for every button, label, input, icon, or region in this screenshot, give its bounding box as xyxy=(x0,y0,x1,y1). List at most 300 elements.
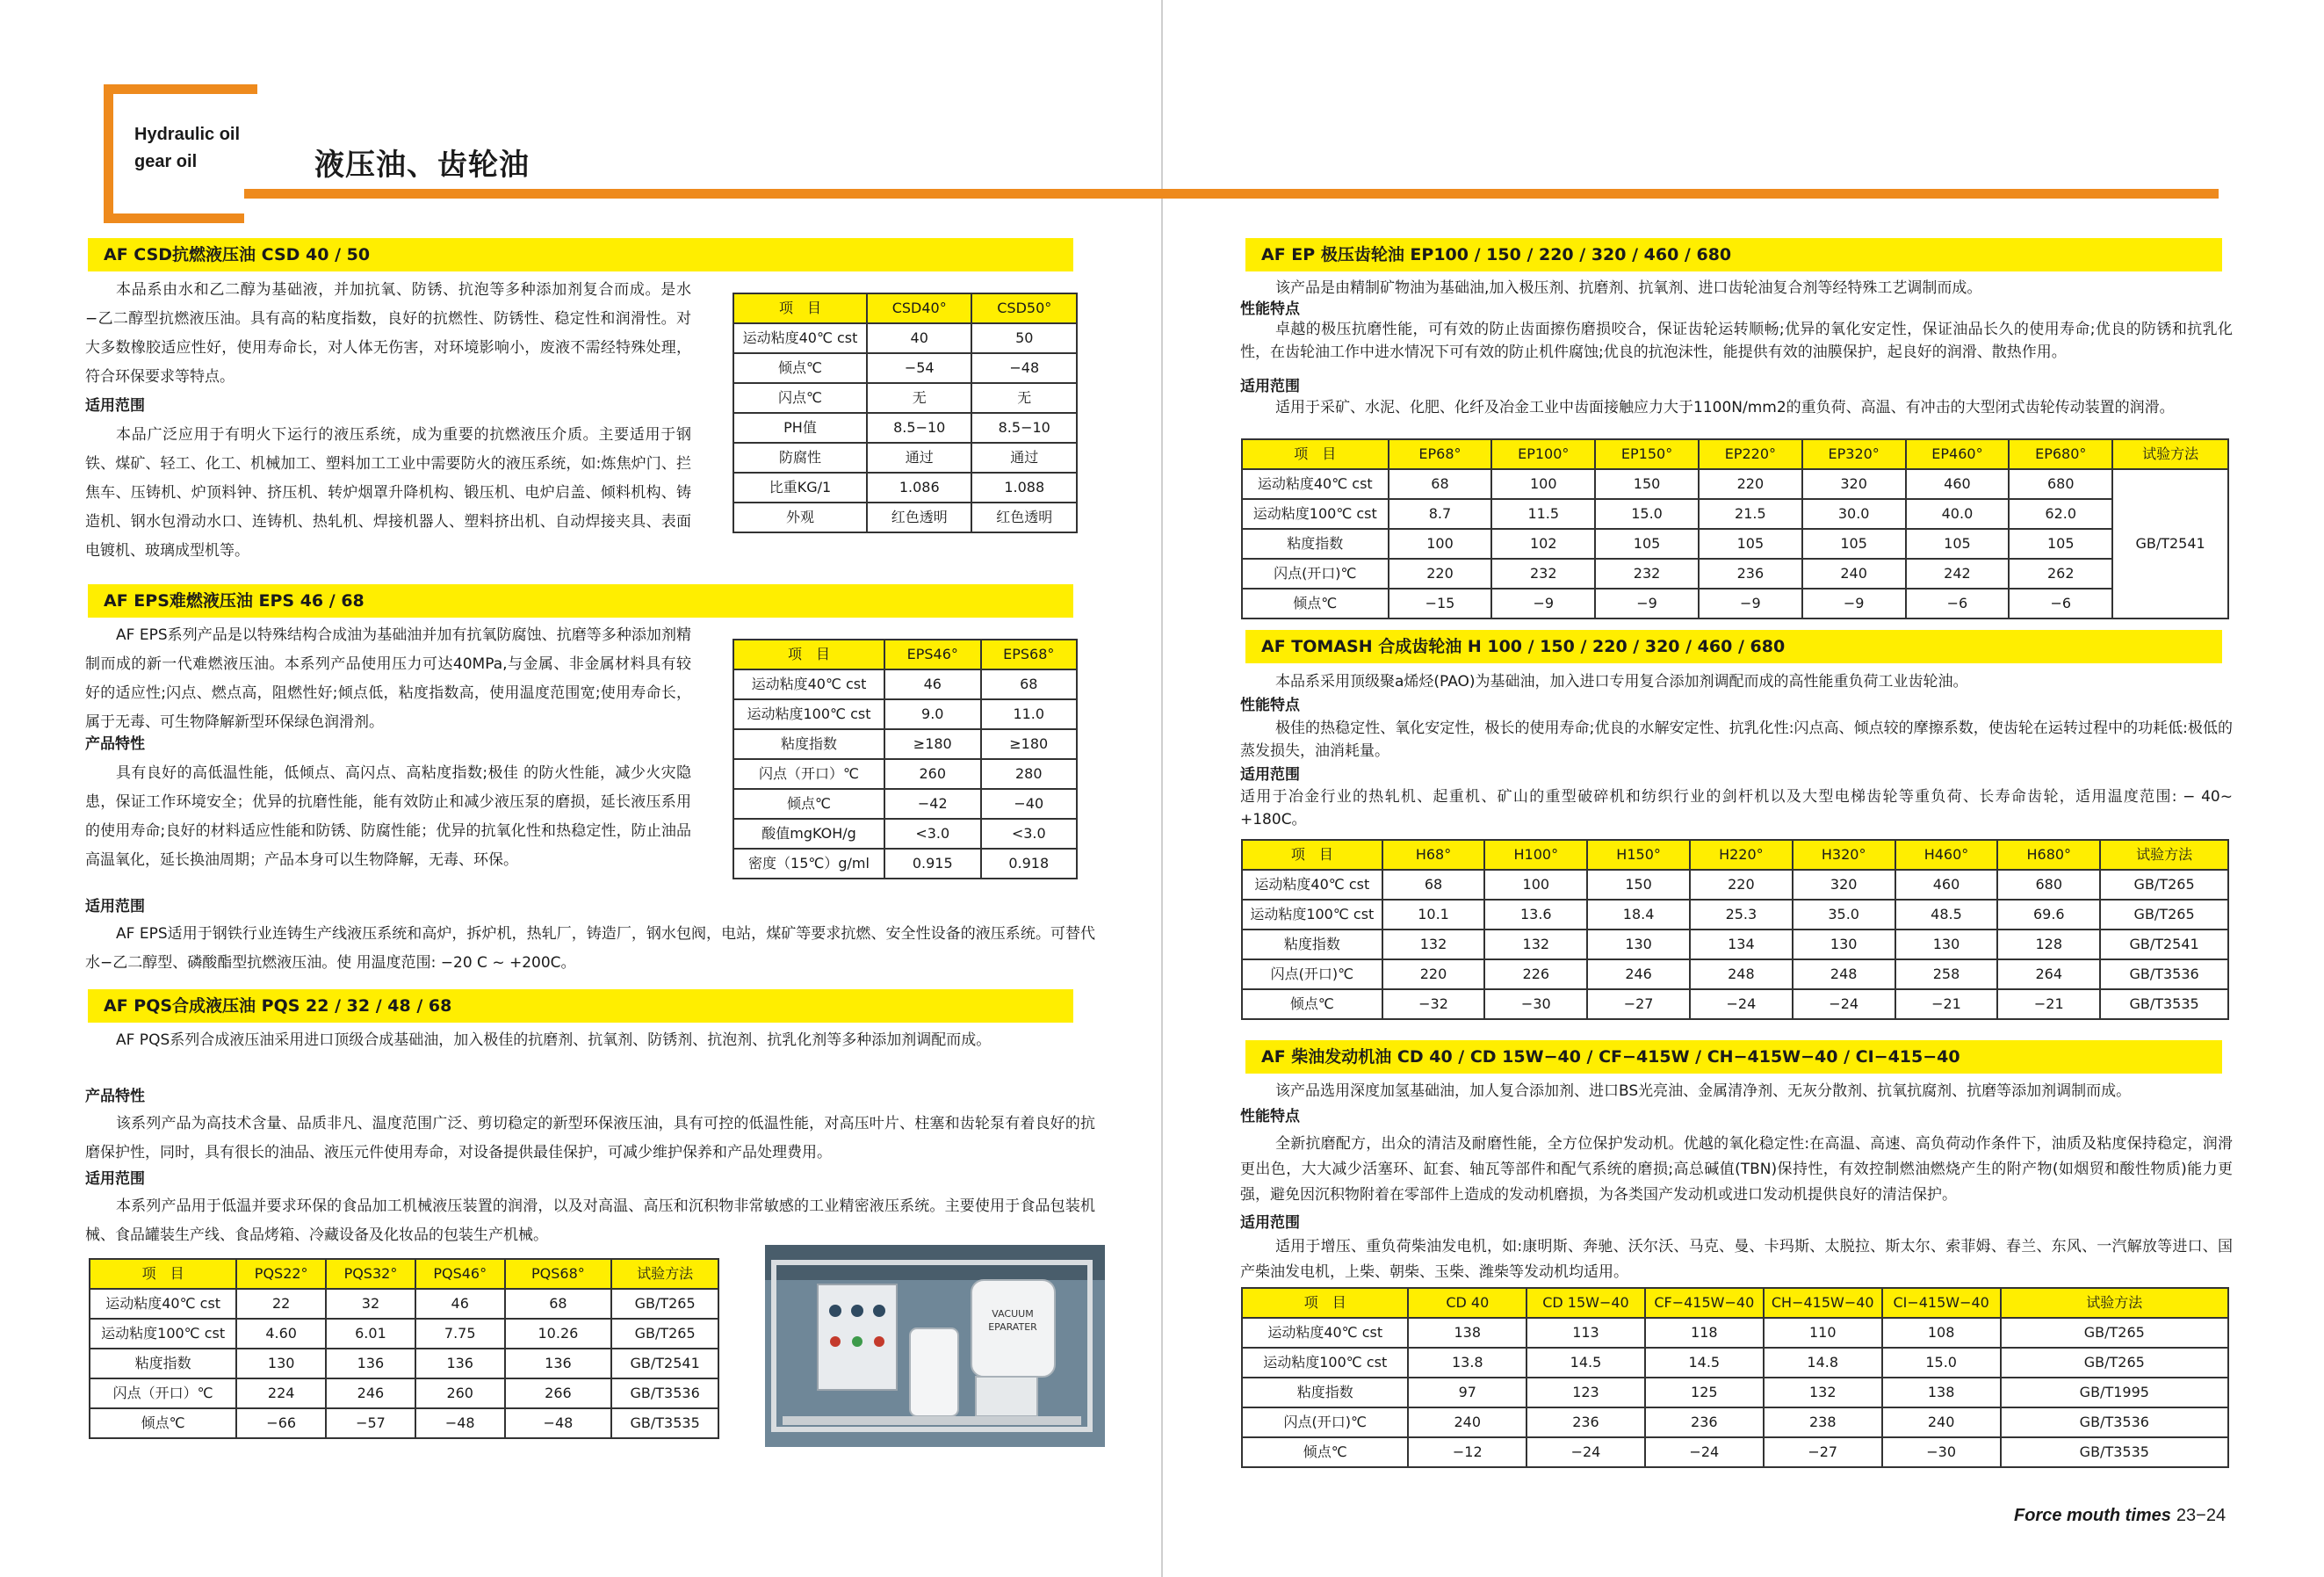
table-cell: 红色透明 xyxy=(971,503,1077,532)
table-header-cell: 试验方法 xyxy=(2100,840,2228,870)
table-cell: GB/T265 xyxy=(2100,900,2228,930)
table-cell: 238 xyxy=(1764,1407,1882,1437)
table-header-cell: CF−415W−40 xyxy=(1645,1288,1764,1318)
table-cell: 46 xyxy=(415,1289,505,1319)
table-cell: 220 xyxy=(1699,469,1802,499)
table-cell: 69.6 xyxy=(1997,900,2100,930)
tomash-feature-heading: 性能特点 xyxy=(1240,697,1300,714)
table-row xyxy=(1242,1407,2228,1437)
table-cell: 0.918 xyxy=(981,849,1078,879)
table-cell: −48 xyxy=(415,1408,505,1438)
table-cell: GB/T1995 xyxy=(2001,1378,2228,1407)
test-method-cell: GB/T2541 xyxy=(2112,469,2228,619)
table-cell: 110 xyxy=(1764,1318,1882,1348)
table-cell: 68 xyxy=(981,669,1078,699)
table-header-row xyxy=(1242,840,2228,870)
table-header-cell: PQS68° xyxy=(505,1259,612,1289)
table-cell: 运动粘度40℃ cst xyxy=(733,323,867,353)
table-cell: 运动粘度40℃ cst xyxy=(1242,870,1382,900)
pqs-section-bar: AF PQS合成液压油 PQS 22 / 32 / 48 / 68 xyxy=(88,989,1073,1023)
table-header-cell: H150° xyxy=(1587,840,1690,870)
table-cell: 260 xyxy=(884,759,980,789)
table-cell: 无 xyxy=(971,383,1077,413)
table-row xyxy=(1242,499,2228,529)
diesel-feature: 全新抗磨配方，出众的清洁及耐磨性能，全方位保护发动机。优越的氧化稳定性:在高温、高速、高负荷动作条件下，油质及粘度保持稳定，润滑更出色，大大减少活塞环、缸套、轴瓦等部件和配气系统的磨损;高总碱值(TBN)保持性，有效控制燃油燃烧产生的附产物(如烟贸和酸性物质)能力更强，避免因沉积物附着在零部件上造成的发动机磨损，为各类国产发动机或进口发动机提供良好的清洁保护。 xyxy=(1240,1135,2233,1204)
table-cell: −24 xyxy=(1526,1437,1645,1467)
table-row xyxy=(733,729,1077,759)
table-cell: 260 xyxy=(415,1378,505,1408)
table-cell: 236 xyxy=(1526,1407,1645,1437)
table-header-cell: CSD40° xyxy=(867,293,972,323)
table-cell: 262 xyxy=(2009,559,2112,589)
table-row xyxy=(1242,589,2228,619)
table-cell: 密度（15℃）g/ml xyxy=(733,849,884,879)
table-header-cell: H220° xyxy=(1690,840,1793,870)
table-cell: 224 xyxy=(236,1378,326,1408)
table-cell: GB/T265 xyxy=(2100,870,2228,900)
table-row xyxy=(90,1319,718,1349)
table-cell: −30 xyxy=(1882,1437,2001,1467)
table-cell: 130 xyxy=(1895,930,1998,959)
table-cell: 220 xyxy=(1690,870,1793,900)
table-cell: −30 xyxy=(1484,989,1587,1019)
table-cell: 1.088 xyxy=(971,473,1077,503)
csd-scope-heading: 适用范围 xyxy=(85,397,145,415)
table-cell: GB/T3535 xyxy=(2100,989,2228,1019)
table-cell: 14.5 xyxy=(1645,1348,1764,1378)
table-row xyxy=(1242,529,2228,559)
table-cell: 8.5−10 xyxy=(867,413,972,443)
table-cell: 闪点(开口)℃ xyxy=(1242,1407,1408,1437)
table-row xyxy=(1242,900,2228,930)
eps-intro: AF EPS系列产品是以特殊结构合成油为基础油并加有抗氧防腐蚀、抗磨等多种添加剂精制而成的新一代难燃液压油。本系列产品使用压力可达40MPa,与金属、非金属材料具有较好的适应性;闪点、燃点高，阻燃性好;倾点低，粘度指数高，使用温度范围宽;使用寿命长，属于无毒、可生物降解新型环保绿色润滑剂。 xyxy=(85,626,691,731)
table-cell: 8.7 xyxy=(1389,499,1492,529)
table-cell: GB/T3536 xyxy=(611,1378,718,1408)
table-cell: −9 xyxy=(1595,589,1699,619)
tomash-scope-heading: 适用范围 xyxy=(1240,766,1300,784)
english-title-line1: Hydraulic oil xyxy=(134,125,241,144)
pqs-scope-heading: 适用范围 xyxy=(85,1170,145,1188)
table-cell: 105 xyxy=(1802,529,1906,559)
table-cell: GB/T3535 xyxy=(2001,1437,2228,1467)
table-cell: 130 xyxy=(1793,930,1895,959)
table-cell: 18.4 xyxy=(1587,900,1690,930)
table-cell: 闪点(开口)℃ xyxy=(1242,959,1382,989)
table-header-cell: EP220° xyxy=(1699,439,1802,469)
table-cell: 运动粘度40℃ cst xyxy=(1242,1318,1408,1348)
table-cell: 68 xyxy=(505,1289,612,1319)
english-title-line2: gear oil xyxy=(134,152,198,171)
table-cell: 50 xyxy=(971,323,1077,353)
table-cell: 236 xyxy=(1645,1407,1764,1437)
table-header-cell: PQS46° xyxy=(415,1259,505,1289)
csd-section-bar: AF CSD抗燃液压油 CSD 40 / 50 xyxy=(88,238,1073,271)
table-cell: 运动粘度100℃ cst xyxy=(733,699,884,729)
eps-scope-heading: 适用范围 xyxy=(85,898,145,915)
table-cell: −21 xyxy=(1895,989,1998,1019)
eps-spec-table xyxy=(733,639,1078,879)
table-cell: 62.0 xyxy=(2009,499,2112,529)
title-bracket-left xyxy=(104,84,113,223)
table-row xyxy=(733,759,1077,789)
table-header-cell: 项 目 xyxy=(90,1259,236,1289)
table-cell: GB/T3535 xyxy=(611,1408,718,1438)
table-cell: 粘度指数 xyxy=(1242,1378,1408,1407)
table-header-row xyxy=(1242,439,2228,469)
table-cell: 闪点(开口)℃ xyxy=(1242,559,1389,589)
ep-scope-heading: 适用范围 xyxy=(1240,378,1300,395)
ep-spec-table xyxy=(1241,438,2229,619)
table-cell: GB/T265 xyxy=(611,1319,718,1349)
table-header-cell: H460° xyxy=(1895,840,1998,870)
table-cell: 7.75 xyxy=(415,1319,505,1349)
table-cell: 通过 xyxy=(867,443,972,473)
table-header-cell: 试验方法 xyxy=(2001,1288,2228,1318)
table-cell: GB/T3536 xyxy=(2100,959,2228,989)
table-row xyxy=(90,1378,718,1408)
table-cell: −32 xyxy=(1382,989,1485,1019)
table-cell: 10.26 xyxy=(505,1319,612,1349)
table-cell: GB/T2541 xyxy=(2100,930,2228,959)
table-row xyxy=(1242,1378,2228,1407)
table-row xyxy=(733,669,1077,699)
table-header-cell: EP150° xyxy=(1595,439,1699,469)
table-cell: 460 xyxy=(1906,469,2010,499)
table-row xyxy=(733,383,1077,413)
table-header-cell: 试验方法 xyxy=(611,1259,718,1289)
table-header-cell: CD 15W−40 xyxy=(1526,1288,1645,1318)
table-header-cell: EPS46° xyxy=(884,640,980,669)
table-cell: 11.5 xyxy=(1491,499,1595,529)
chinese-title: 液压油、齿轮油 xyxy=(314,148,530,183)
diesel-section-bar: AF 柴油发动机油 CD 40 / CD 15W−40 / CF−415W / CH−415W−40 / CI−415−40 xyxy=(1245,1040,2222,1074)
table-cell: 6.01 xyxy=(326,1319,415,1349)
table-cell: 倾点℃ xyxy=(90,1408,236,1438)
table-cell: PH值 xyxy=(733,413,867,443)
title-rule xyxy=(244,189,2219,199)
table-cell: 105 xyxy=(1699,529,1802,559)
table-cell: 倾点℃ xyxy=(733,353,867,383)
table-cell: 248 xyxy=(1793,959,1895,989)
table-cell: 运动粘度100℃ cst xyxy=(1242,499,1389,529)
table-cell: GB/T3536 xyxy=(2001,1407,2228,1437)
table-cell: 外观 xyxy=(733,503,867,532)
diesel-intro: 该产品选用深度加氢基础油，加人复合添加剂、进口BS光亮油、金属清净剂、无灰分散剂、抗氧抗腐剂、抗磨等添加剂调制而成。 xyxy=(1275,1082,2132,1100)
table-cell: 倾点℃ xyxy=(1242,1437,1408,1467)
table-cell: 红色透明 xyxy=(867,503,972,532)
table-cell: 232 xyxy=(1491,559,1595,589)
table-cell: 10.1 xyxy=(1382,900,1485,930)
table-cell: 1.086 xyxy=(867,473,972,503)
table-cell: 13.6 xyxy=(1484,900,1587,930)
table-cell: 比重KG/1 xyxy=(733,473,867,503)
table-cell: 4.60 xyxy=(236,1319,326,1349)
table-cell: 246 xyxy=(326,1378,415,1408)
table-cell: 240 xyxy=(1802,559,1906,589)
table-cell: 123 xyxy=(1526,1378,1645,1407)
table-cell: 240 xyxy=(1408,1407,1526,1437)
table-cell: −9 xyxy=(1491,589,1595,619)
table-header-cell: 项 目 xyxy=(1242,439,1389,469)
table-cell: 闪点（开口）℃ xyxy=(733,759,884,789)
table-row xyxy=(733,819,1077,849)
table-cell: 倾点℃ xyxy=(1242,989,1382,1019)
table-cell: 320 xyxy=(1802,469,1906,499)
table-cell: 132 xyxy=(1484,930,1587,959)
table-cell: 酸值mgKOH/g xyxy=(733,819,884,849)
csd-spec-table xyxy=(733,293,1078,533)
pqs-feature: 该系列产品为高技术含量、品质非凡、温度范围广泛、剪切稳定的新型环保液压油，具有可控的低温性能，对高压叶片、柱塞和齿轮泵有着良好的抗磨保护性，同时，具有很长的油品、液压元件使用寿命，对设备提供最佳保护，可减少维护保养和产品处理费用。 xyxy=(85,1115,1095,1161)
table-header-cell: 项 目 xyxy=(1242,1288,1408,1318)
table-header-row xyxy=(733,293,1077,323)
table-cell: 倾点℃ xyxy=(733,789,884,819)
table-cell: 280 xyxy=(981,759,1078,789)
table-cell: ≥180 xyxy=(884,729,980,759)
table-cell: 132 xyxy=(1764,1378,1882,1407)
vacuum-separator-illustration xyxy=(765,1245,1105,1447)
table-cell: 0.915 xyxy=(884,849,980,879)
table-row xyxy=(1242,469,2228,499)
table-row xyxy=(1242,930,2228,959)
table-cell: 136 xyxy=(505,1349,612,1378)
table-cell: 30.0 xyxy=(1802,499,1906,529)
tomash-scope: 适用于冶金行业的热轧机、起重机、矿山的重型破碎机和纺织行业的剑杆机以及大型电梯齿轮等重负荷、长寿命齿轮，适用温度范围: − 40~ +180C。 xyxy=(1240,788,2233,828)
table-cell: −27 xyxy=(1587,989,1690,1019)
table-cell: 232 xyxy=(1595,559,1699,589)
table-cell: 680 xyxy=(1997,870,2100,900)
table-cell: 150 xyxy=(1587,870,1690,900)
pqs-scope: 本系列产品用于低温并要求环保的食品加工机械液压装置的润滑，以及对高温、高压和沉积物非常敏感的工业精密液压系统。主要使用于食品包装机械、食品罐装生产线、食品烤箱、冷藏设备及化妆品的包装生产机械。 xyxy=(85,1197,1095,1244)
diesel-spec-table xyxy=(1241,1287,2229,1468)
table-cell: 运动粘度40℃ cst xyxy=(733,669,884,699)
table-header-cell: H320° xyxy=(1793,840,1895,870)
table-cell: 118 xyxy=(1645,1318,1764,1348)
table-cell: 108 xyxy=(1882,1318,2001,1348)
table-cell: 粘度指数 xyxy=(90,1349,236,1378)
table-cell: 15.0 xyxy=(1882,1348,2001,1378)
table-cell: −66 xyxy=(236,1408,326,1438)
table-header-cell: CD 40 xyxy=(1408,1288,1526,1318)
table-cell: −24 xyxy=(1645,1437,1764,1467)
table-row xyxy=(733,443,1077,473)
table-row xyxy=(90,1349,718,1378)
table-row xyxy=(733,413,1077,443)
table-cell: GB/T265 xyxy=(2001,1318,2228,1348)
ep-feature-heading: 性能特点 xyxy=(1240,300,1300,318)
table-cell: 9.0 xyxy=(884,699,980,729)
table-cell: 138 xyxy=(1882,1378,2001,1407)
table-cell: 15.0 xyxy=(1595,499,1699,529)
table-cell: 266 xyxy=(505,1378,612,1408)
table-cell: −15 xyxy=(1389,589,1492,619)
table-header-cell: PQS22° xyxy=(236,1259,326,1289)
table-cell: 100 xyxy=(1484,870,1587,900)
table-cell: 220 xyxy=(1382,959,1485,989)
tomash-section-bar: AF TOMASH 合成齿轮油 H 100 / 150 / 220 / 320 / 460 / 680 xyxy=(1245,630,2222,663)
photo-label-separator: EPARATER xyxy=(988,1321,1037,1333)
table-cell: −48 xyxy=(971,353,1077,383)
table-cell: −9 xyxy=(1802,589,1906,619)
table-cell: 128 xyxy=(1997,930,2100,959)
table-header-cell: CH−415W−40 xyxy=(1764,1288,1882,1318)
table-cell: GB/T2541 xyxy=(611,1349,718,1378)
table-cell: 运动粘度100℃ cst xyxy=(1242,900,1382,930)
table-cell: 14.8 xyxy=(1764,1348,1882,1378)
table-cell: 68 xyxy=(1389,469,1492,499)
table-row xyxy=(1242,959,2228,989)
table-cell: −12 xyxy=(1408,1437,1526,1467)
table-cell: −9 xyxy=(1699,589,1802,619)
table-cell: 通过 xyxy=(971,443,1077,473)
table-cell: 100 xyxy=(1491,469,1595,499)
table-header-cell: 项 目 xyxy=(733,293,867,323)
table-cell: −27 xyxy=(1764,1437,1882,1467)
table-cell: −57 xyxy=(326,1408,415,1438)
table-header-cell: CSD50° xyxy=(971,293,1077,323)
table-cell: GB/T265 xyxy=(2001,1348,2228,1378)
table-cell: 246 xyxy=(1587,959,1690,989)
table-header-cell: EP68° xyxy=(1389,439,1492,469)
table-cell: 13.8 xyxy=(1408,1348,1526,1378)
table-row xyxy=(733,503,1077,532)
table-cell: 113 xyxy=(1526,1318,1645,1348)
table-cell: 264 xyxy=(1997,959,2100,989)
ep-section-bar: AF EP 极压齿轮油 EP100 / 150 / 220 / 320 / 460 / 680 xyxy=(1245,238,2222,271)
table-cell: 97 xyxy=(1408,1378,1526,1407)
english-title xyxy=(134,121,240,176)
table-header-cell: H680° xyxy=(1997,840,2100,870)
table-header-cell: EP680° xyxy=(2009,439,2112,469)
table-cell: 320 xyxy=(1793,870,1895,900)
ep-scope: 适用于采矿、水泥、化肥、化纤及冶金工业中齿面接触应力大于1100N/mm2的重负荷、高温、有冲击的大型闭式齿轮传动装置的润滑。 xyxy=(1275,399,2175,416)
table-cell: 220 xyxy=(1389,559,1492,589)
table-cell: 680 xyxy=(2009,469,2112,499)
table-cell: 运动粘度40℃ cst xyxy=(1242,469,1389,499)
table-cell: 25.3 xyxy=(1690,900,1793,930)
table-cell: 粘度指数 xyxy=(1242,930,1382,959)
table-cell: 11.0 xyxy=(981,699,1078,729)
pqs-spec-table xyxy=(89,1258,719,1439)
table-cell: 粘度指数 xyxy=(1242,529,1389,559)
table-row xyxy=(1242,989,2228,1019)
eps-scope: AF EPS适用于钢铁行业连铸生产线液压系统和高炉，拆炉机，热轧厂，铸造厂，钢水包阀，电站，煤矿等要求抗燃、安全性设备的液压系统。可替代水−乙二醇型、磷酸酯型抗燃液压油。使 用温度范围: −20 C ~ +200C。 xyxy=(85,925,1095,972)
table-cell: 40.0 xyxy=(1906,499,2010,529)
table-cell: 105 xyxy=(1595,529,1699,559)
table-row xyxy=(733,473,1077,503)
table-cell: 46 xyxy=(884,669,980,699)
table-header-cell: 项 目 xyxy=(1242,840,1382,870)
footer-brand: Force mouth times xyxy=(2014,1506,2171,1525)
tomash-intro: 本品系采用顶级聚a烯烃(PAO)为基础油，加入进口专用复合添加剂调配而成的高性能重负荷工业齿轮油。 xyxy=(1275,673,1968,691)
table-cell: −48 xyxy=(505,1408,612,1438)
table-cell: −54 xyxy=(867,353,972,383)
table-cell: 35.0 xyxy=(1793,900,1895,930)
table-cell: 134 xyxy=(1690,930,1793,959)
tomash-spec-table xyxy=(1241,839,2229,1020)
eps-section-bar: AF EPS难燃液压油 EPS 46 / 68 xyxy=(88,584,1073,618)
pqs-feature-heading: 产品特性 xyxy=(85,1088,145,1105)
table-header-row xyxy=(1242,1288,2228,1318)
table-header-cell: EP100° xyxy=(1491,439,1595,469)
table-cell: 138 xyxy=(1408,1318,1526,1348)
title-bracket-bottom xyxy=(104,213,244,223)
table-cell: <3.0 xyxy=(981,819,1078,849)
table-cell: 运动粘度100℃ cst xyxy=(90,1319,236,1349)
csd-scope: 本品广泛应用于有明火下运行的液压系统，成为重要的抗燃液压介质。主要适用于钢铁、煤矿、轻工、化工、机械加工、塑料加工工业中需要防火的液压系统，如:炼焦炉门、拦焦车、压铸机、炉顶料钟、挤压机、转炉烟罩升降机构、锻压机、电炉启盖、倾料机构、铸造机、钢水包滑动水口、连铸机、热轧机、焊接机器人、塑料挤出机、自动焊接夹具、表面电镀机、玻璃成型机等。 xyxy=(85,426,691,560)
page-footer xyxy=(2014,1506,2226,1526)
table-cell: 32 xyxy=(326,1289,415,1319)
table-cell: −6 xyxy=(1906,589,2010,619)
table-row xyxy=(90,1408,718,1438)
photo-label-vacuum: VACUUM xyxy=(992,1308,1034,1320)
table-cell: 460 xyxy=(1895,870,1998,900)
table-cell: 102 xyxy=(1491,529,1595,559)
table-cell: 236 xyxy=(1699,559,1802,589)
table-cell: 136 xyxy=(326,1349,415,1378)
footer-page-numbers: 23−24 xyxy=(2176,1506,2227,1525)
table-cell: 105 xyxy=(1906,529,2010,559)
table-row xyxy=(1242,1348,2228,1378)
table-cell: −24 xyxy=(1690,989,1793,1019)
table-cell: 22 xyxy=(236,1289,326,1319)
title-bracket-top xyxy=(104,84,257,94)
table-header-cell: PQS32° xyxy=(326,1259,415,1289)
table-cell: 130 xyxy=(1587,930,1690,959)
eps-feature-heading: 产品特性 xyxy=(85,735,145,753)
table-cell: 105 xyxy=(2009,529,2112,559)
diesel-scope: 适用于增压、重负荷柴油发电机，如:康明斯、奔驰、沃尔沃、马克、曼、卡玛斯、太脱拉、斯太尔、索菲姆、春兰、东风、一汽解放等进口、国产柴油发电机，上柴、朝柴、玉柴、潍柴等发动机均适用。 xyxy=(1240,1238,2233,1281)
table-cell: 248 xyxy=(1690,959,1793,989)
table-cell: −6 xyxy=(2009,589,2112,619)
table-cell: −24 xyxy=(1793,989,1895,1019)
table-header-cell: EPS68° xyxy=(981,640,1078,669)
table-cell: 258 xyxy=(1895,959,1998,989)
table-cell: 100 xyxy=(1389,529,1492,559)
table-cell: 130 xyxy=(236,1349,326,1378)
table-row xyxy=(733,323,1077,353)
table-row xyxy=(733,699,1077,729)
table-cell: ≥180 xyxy=(981,729,1078,759)
table-row xyxy=(1242,559,2228,589)
csd-intro: 本品系由水和乙二醇为基础液，并加抗氧、防锈、抗泡等多种添加剂复合而成。是水−乙二醇型抗燃液压油。具有高的粘度指数，良好的抗燃性、防锈性、稳定性和润滑性。对大多数橡胶适应性好，使用寿命长，对人体无伤害，对环境影响小，废液不需经特殊处理，符合环保要求等特点。 xyxy=(85,281,691,386)
diesel-scope-heading: 适用范围 xyxy=(1240,1214,1300,1232)
table-cell: 防腐性 xyxy=(733,443,867,473)
table-row xyxy=(733,849,1077,879)
table-cell: 150 xyxy=(1595,469,1699,499)
table-cell: 21.5 xyxy=(1699,499,1802,529)
table-header-cell: H68° xyxy=(1382,840,1485,870)
tomash-feature: 极佳的热稳定性、氧化安定性，极长的使用寿命;优良的水解安定性、抗乳化性:闪点高、倾点较的摩擦系数，使齿轮在运转过程中的功耗低:极低的蒸发损失，油消耗量。 xyxy=(1240,720,2233,760)
table-cell: 8.5−10 xyxy=(971,413,1077,443)
table-cell: 无 xyxy=(867,383,972,413)
table-row xyxy=(1242,870,2228,900)
table-cell: 倾点℃ xyxy=(1242,589,1389,619)
table-cell: GB/T265 xyxy=(611,1289,718,1319)
table-header-cell: CI−415W−40 xyxy=(1882,1288,2001,1318)
table-header-row xyxy=(90,1259,718,1289)
table-cell: 48.5 xyxy=(1895,900,1998,930)
table-cell: 闪点（开口）℃ xyxy=(90,1378,236,1408)
table-cell: −40 xyxy=(981,789,1078,819)
ep-feature: 卓越的极压抗磨性能，可有效的防止齿面擦伤磨损咬合，保证齿轮运转顺畅;优异的氧化安定性，保证油品长久的使用寿命;优良的防锈和抗乳化性，在齿轮油工作中进水情况下可有效的防止机件腐蚀;优良的抗泡沫性，能提供有效的油膜保护，起良好的润滑、散热作用。 xyxy=(1240,321,2233,361)
equipment-photo xyxy=(765,1245,1105,1447)
table-cell: 242 xyxy=(1906,559,2010,589)
pqs-intro: AF PQS系列合成液压油采用进口顶级合成基础油，加入极佳的抗磨剂、抗氧剂、防锈剂、抗泡剂、抗乳化剂等多种添加剂调配而成。 xyxy=(116,1031,992,1049)
table-cell: 40 xyxy=(867,323,972,353)
table-cell: <3.0 xyxy=(884,819,980,849)
diesel-feature-heading: 性能特点 xyxy=(1240,1108,1300,1125)
table-header-cell: 项 目 xyxy=(733,640,884,669)
